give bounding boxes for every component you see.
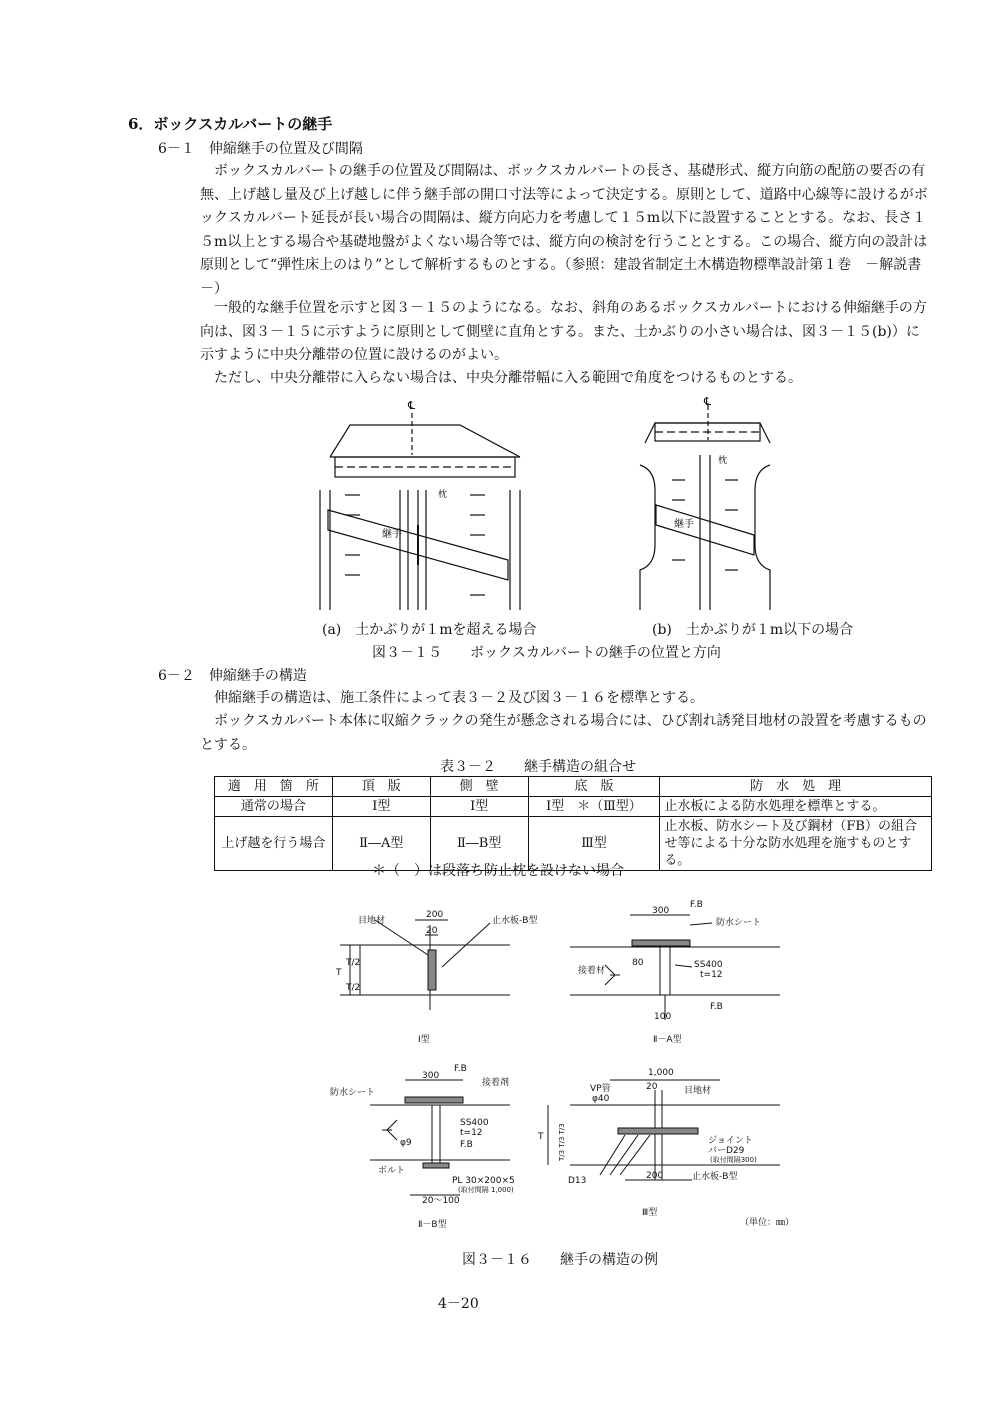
type3-label-20: 20 xyxy=(646,1082,658,1092)
type3-label-t3: T/3 T/3 T/3 xyxy=(558,1123,566,1161)
type3-label-joint-material: 目地材 xyxy=(684,1086,712,1096)
table-cell: Ⅱ―A型 xyxy=(332,817,430,871)
type3-label-phi40: φ40 xyxy=(592,1094,610,1104)
type3-name: Ⅲ型 xyxy=(642,1208,658,1218)
figure-3-15-caption: 図３－１５ ボックスカルバートの継手の位置と方向 xyxy=(372,645,721,661)
paragraph-1: ボックスカルバートの継手の位置及び間隔は、ボックスカルバートの長さ、基礎形式、縦方向筋の配筋の要否の有無、上げ越し量及び上げ越しに伴う継手部の開口寸法等によって決定する。原則として、道路中心線等に設けるがボックスカルバート延長が長い場合の間隔は、縦方向応力を考慮して１５m以下に設置することとする。なお、長さ１５m以上とする場合や基礎地盤がよくない場合等では、縦方向の検討を行うこととする。この場合、縦方向の設計は原則として“弾性床上のはり”として解析するものとする。（参照：建設省制定土木構造物標準設計第１巻 －解説書－） xyxy=(200,163,928,297)
type3-label-waterstop: 止水板-B型 xyxy=(692,1172,738,1182)
type1-label-waterstop: 止水板-B型 xyxy=(492,916,538,926)
type3-label-vp: VP管 xyxy=(590,1084,611,1094)
table-header-cell: 側 壁 xyxy=(430,777,528,797)
type1-label-200: 200 xyxy=(426,910,444,920)
figure-3-16-caption: 図３－１６ 継手の構造の例 xyxy=(462,1252,658,1268)
type2a-label-300: 300 xyxy=(652,906,670,916)
figure-3-15b-pillow-label: 枕 xyxy=(718,456,728,466)
type2b-label-range: 20～100 xyxy=(422,1196,460,1206)
table-3-2-title: 表３－２ 継手構造の組合せ xyxy=(440,759,636,775)
type2a-name: Ⅱ－A型 xyxy=(653,1035,682,1045)
table-cell: 止水板、防水シート及び鋼材（FB）の組合せ等による十分な防水処理を施すものとする。 xyxy=(660,817,932,871)
table-header-cell: 防 水 処 理 xyxy=(660,777,932,797)
joint-structure-table xyxy=(214,776,932,871)
type2b-label-sheet: 防水シート xyxy=(330,1088,376,1098)
type2a-label-80: 80 xyxy=(632,958,644,968)
table-cell: Ⅰ型 xyxy=(332,797,430,817)
table-cell: 上げ越を行う場合 xyxy=(215,817,333,871)
table-header-cell: 適 用 箇 所 xyxy=(215,777,333,797)
paragraph-3: ただし、中央分離帯に入らない場合は、中央分離帯幅に入る範囲で角度をつけるものとする。 xyxy=(214,370,802,386)
figure-3-16-unit: （単位：㎜） xyxy=(740,1218,795,1228)
table-cell: Ⅲ型 xyxy=(528,817,660,871)
type1-name: Ⅰ型 xyxy=(418,1035,430,1045)
type3-label-bar1: ジョイント xyxy=(708,1136,753,1146)
type2b-label-pl-note: (取付間隔 1,000) xyxy=(458,1186,514,1194)
type2a-label-ss400: SS400 xyxy=(694,960,723,970)
type1-label-t2b: T/2 xyxy=(346,983,361,993)
type2b-label-fb2: F.B xyxy=(460,1140,473,1150)
type2b-label-ss400: SS400 xyxy=(460,1118,489,1128)
figure-3-15a-label: (a) 土かぶりが１mを超える場合 xyxy=(322,622,537,638)
section-heading: 6．ボックスカルバートの継手 xyxy=(128,115,333,133)
type1-label-20: 20 xyxy=(426,926,438,936)
type3-diagram xyxy=(548,1080,780,1180)
type2a-label-t12: t=12 xyxy=(700,970,723,980)
table-note: ＊（ ）は段落ち防止枕を設けない場合 xyxy=(372,863,624,879)
table-cell: 通常の場合 xyxy=(215,797,333,817)
type1-diagram xyxy=(340,920,510,1010)
type2b-label-pl: PL 30×200×5 xyxy=(452,1176,515,1186)
table-cell: Ⅰ型 ＊（Ⅲ型） xyxy=(528,797,660,817)
figure-3-15a-centerline: ℄ xyxy=(408,399,416,412)
figure-3-15a-joint-label: 継手 xyxy=(382,529,402,540)
type3-label-t: T xyxy=(538,1132,544,1142)
type2b-label-300: 300 xyxy=(422,1071,440,1081)
type2a-label-adhesive: 接着材 xyxy=(578,966,606,976)
type2b-name: Ⅱ－B型 xyxy=(418,1220,447,1230)
type2a-label-100: 100 xyxy=(654,1012,672,1022)
table-row xyxy=(215,797,932,817)
table-header-cell: 底 版 xyxy=(528,777,660,797)
subsection-heading-6-2: 6－２ 伸縮継手の構造 xyxy=(158,668,307,684)
paragraph-5: ボックスカルバート本体に収縮クラックの発生が懸念される場合には、ひび割れ誘発目地材の設置を考慮するものとする。 xyxy=(200,713,927,753)
type2a-label-sheet: 防水シート xyxy=(716,918,762,928)
type2a-label-fb: F.B xyxy=(690,900,703,910)
table-header-cell: 頂 版 xyxy=(332,777,430,797)
paragraph-4: 伸縮継手の構造は、施工条件によって表３－２及び図３－１６を標準とする。 xyxy=(214,690,704,706)
paragraph-2: 一般的な継手位置を示すと図３－１５のようになる。なお、斜角のあるボックスカルバートにおける伸縮継手の方向は、図３－１５に示すように原則として側壁に直角とする。また、土かぶりの小さい場合は、図３－１５(b)）に示すように中央分離帯の位置に設けるのがよい。 xyxy=(200,300,927,363)
type3-label-1000: 1,000 xyxy=(648,1068,674,1078)
page-number: 4－20 xyxy=(438,1296,479,1312)
figure-3-15-diagram xyxy=(300,395,810,617)
table-cell: Ⅱ―B型 xyxy=(430,817,528,871)
table-header-row xyxy=(215,777,932,797)
type2a-label-fb2: F.B xyxy=(710,1002,723,1012)
figure-3-15b-label: (b) 土かぶりが１m以下の場合 xyxy=(652,622,854,638)
type3-label-bar2: バーD29 xyxy=(708,1146,745,1156)
figure-3-15b-joint-label: 継手 xyxy=(674,519,694,530)
type2b-label-phi9: φ9 xyxy=(400,1138,412,1148)
type2b-label-fb: F.B xyxy=(454,1064,467,1074)
figure-3-15b-centerline: ℄ xyxy=(704,395,712,408)
figure-3-15a-pillow-label: 枕 xyxy=(438,490,448,500)
type1-label-joint-material: 目地材 xyxy=(358,916,386,926)
type1-label-t: T xyxy=(336,968,342,978)
type3-label-bar-note: (取付間隔300) xyxy=(710,1156,757,1164)
type2b-label-t12: t=12 xyxy=(460,1128,483,1138)
subsection-heading-6-1: 6－１ 伸縮継手の位置及び間隔 xyxy=(158,141,363,157)
type3-label-d13: D13 xyxy=(568,1176,587,1186)
type2b-label-bolt: ボルト xyxy=(378,1166,406,1176)
type2b-label-adhesive: 接着剤 xyxy=(482,1078,510,1088)
table-cell: 止水板による防水処理を標準とする。 xyxy=(660,797,932,817)
type1-label-t2a: T/2 xyxy=(346,958,361,968)
table-cell: Ⅰ型 xyxy=(430,797,528,817)
figure-3-16-diagram xyxy=(320,895,810,1235)
type3-label-200: 200 xyxy=(646,1171,664,1181)
